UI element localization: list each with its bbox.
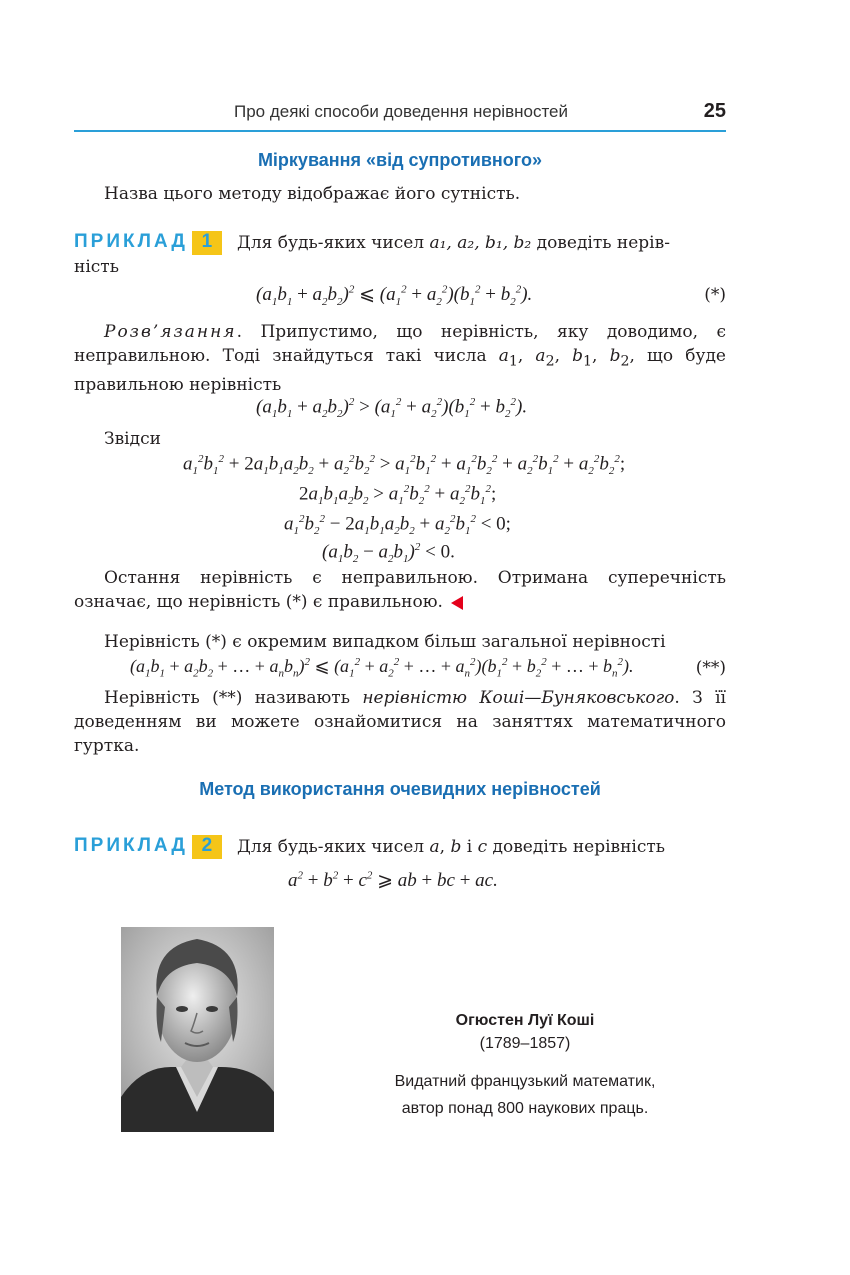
example-number: 2 <box>192 835 222 859</box>
formula-step-3: $a_1^2b_2^2 - 2a_1b_1a_2b_2 + a_2^2b_1^2 < 0$; <box>284 513 511 538</box>
formula-step-1: $a_1^2b_1^2 + 2a_1b_1a_2b_2 + a_2^2b_2^2 > a_1^2b_1^2 + a_1^2b_2^2 + a_2^2b_1^2 + a_2^2b_2^2$; <box>183 453 626 478</box>
running-header <box>74 98 726 132</box>
formula-star: $(a_1b_1 + a_2b_2)^2$ ⩽ $(a_1^2 + a_2^2)(b_1^2 + b_2^2)$. <box>256 283 533 308</box>
example-1-statement: Для будь-яких чисел a₁, a₂, b₁, b₂ доведіть нерів- <box>237 233 670 253</box>
formula-step-4: $(a_1b_2 - a_2b_1)^2 < 0$. <box>322 541 455 566</box>
formula-tag-star: (*) <box>704 285 726 305</box>
solution-paragraph: Розв’язання. Припустимо, що нерівність, яку доводимо, є неправильною. Тоді знайдуться такі числа $a_1$, $a_2$, $b_1$, $b_2$, що буде правильною нерівність <box>74 322 726 396</box>
end-of-solution-marker-icon <box>451 596 463 610</box>
hence-label: Звідси <box>104 429 161 449</box>
page-number: 25 <box>703 100 726 122</box>
formula-step-2: $2a_1b_1a_2b_2 > a_1^2b_2^2 + a_2^2b_1^2$; <box>299 483 497 508</box>
example-2-label <box>74 835 222 857</box>
solution-label: Розв’язання <box>104 322 237 342</box>
conclusion-paragraph: Остання нерівність є неправильною. Отримана суперечність означає, що нерівність (*) є правильною. <box>74 568 726 612</box>
general-paragraph: Нерівність (*) є окремим випадком більш загальної нерівності <box>104 632 666 652</box>
portrait-description-line-1: Видатний французький математик, <box>394 1073 656 1090</box>
example-1-statement-end: ність <box>74 257 119 277</box>
cauchy-portrait-image <box>121 927 274 1132</box>
formula-tag-double-star: (**) <box>695 658 726 678</box>
running-header-title: Про деякі способи доведення нерівностей <box>234 102 568 121</box>
cauchy-paragraph: Нерівність (**) називають нерівністю Коші—Буняковського. З її доведенням ви можете ознайомитися на заняттях математичного гуртка. <box>74 688 726 756</box>
example-label: ПРИКЛАД <box>74 835 188 856</box>
portrait-description-line-2: автор понад 800 наукових праць. <box>401 1100 649 1117</box>
portrait-name: Огюстен Луї Коші <box>455 1012 595 1029</box>
portrait-years: (1789–1857) <box>479 1035 571 1052</box>
intro-paragraph: Назва цього методу відображає його сутність. <box>104 184 521 204</box>
example-label: ПРИКЛАД <box>74 231 188 252</box>
example-1-label <box>74 231 222 253</box>
example-2-statement: Для будь-яких чисел a, b і c доведіть нерівність <box>237 837 666 857</box>
example-number: 1 <box>192 231 222 255</box>
section-heading-obvious-inequalities: Метод використання очевидних нерівностей <box>199 779 601 799</box>
formula-assumption: $(a_1b_1 + a_2b_2)^2 > (a_1^2 + a_2^2)(b_1^2 + b_2^2)$. <box>256 396 528 421</box>
formula-cauchy: ($a_1b_1 + a_2b_2$ + … + $a_nb_n)^2$ ⩽ ($a_1^2 + a_2^2$ + … + $a_n^2)(b_1^2 + b_2^2$ + … + $b_n^2$). <box>130 656 634 680</box>
formula-example-2: $a^2 + b^2 + c^2$ ⩾ ab + bc + ac. <box>288 869 498 891</box>
section-heading-contradiction: Міркування «від супротивного» <box>257 150 543 170</box>
